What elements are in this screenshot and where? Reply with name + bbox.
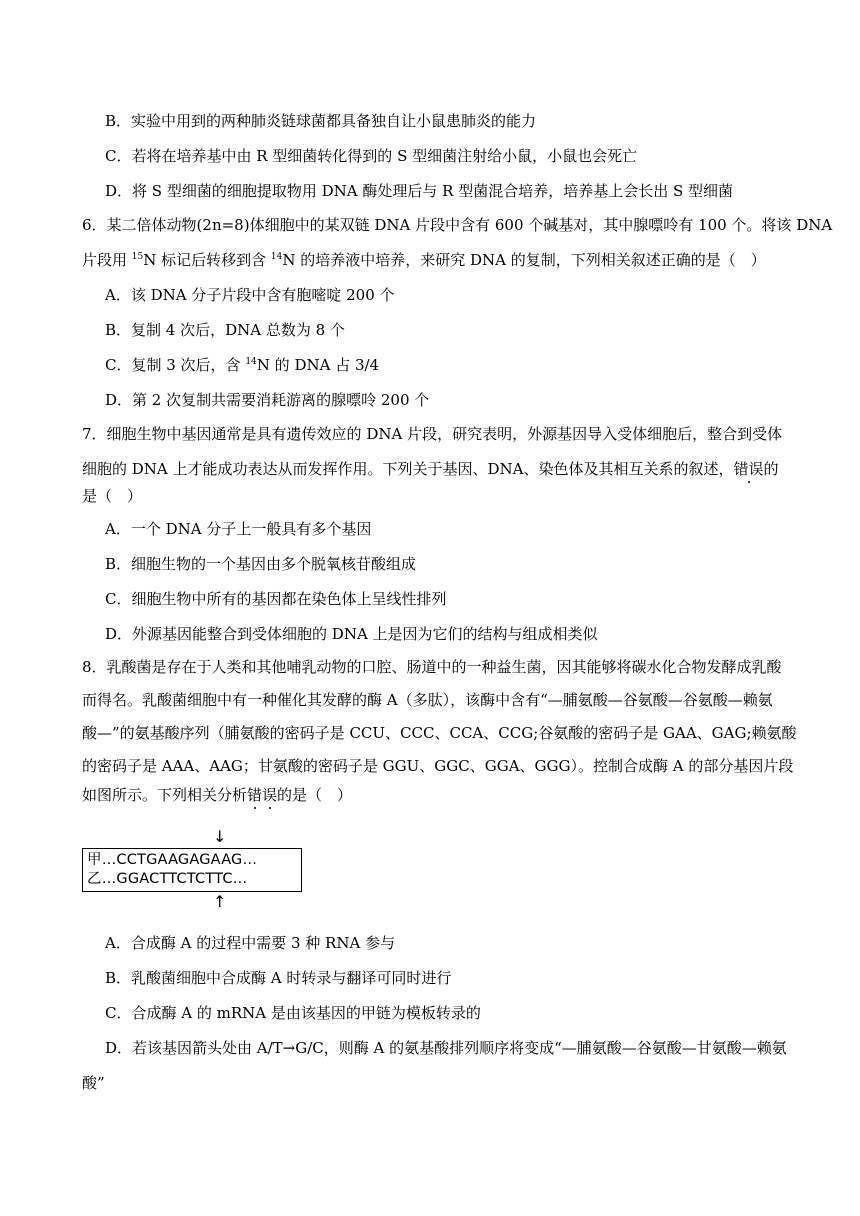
q6-option-d: D．第 2 次复制共需要消耗游离的腺嘌呤 200 个 <box>105 391 430 409</box>
q7-option-c: C．细胞生物中所有的基因都在染色体上呈线性排列 <box>105 590 447 608</box>
q8-stem-line4: 的密码子是 AAA、AAG；甘氨酸的密码子是 GGU、GGC、GGA、GGG）。控制合成酶 A 的部分基因片段 <box>82 757 794 775</box>
q5-option-c: C．若将在培养基中由 R 型细菌转化得到的 S 型细菌注射给小鼠，小鼠也会死亡 <box>105 147 638 165</box>
q8-stem-line3: 酸—”的氨基酸序列（脯氨酸的密码子是 CCU、CCC、CCA、CCG;谷氨酸的密码子是 GAA、GAG;赖氨酸 <box>82 724 797 742</box>
q8-option-c: C．合成酶 A 的 mRNA 是由该基因的甲链为模板转录的 <box>105 1004 481 1022</box>
isotope-15: 15 <box>131 252 144 262</box>
isotope-14: 14 <box>245 357 257 367</box>
q7-stem-line3: 是（ ） <box>82 487 143 505</box>
q7-stem-line1: 7．细胞生物中基因通常是具有遗传效应的 DNA 片段，研究表明，外源基因导入受体细胞后，整合到受体 <box>82 425 783 443</box>
isotope-14: 14 <box>270 252 283 262</box>
q6-option-c: C．复制 3 次后，含 $^{14}$N 的 DNA 占 3/4 <box>105 356 380 374</box>
emphasis-word: 错误 <box>733 460 764 478</box>
emphasis-char: 误 <box>262 786 278 804</box>
q7-option-a: A．一个 DNA 分子上一般具有多个基因 <box>105 520 372 538</box>
arrow-up-icon: ↑ <box>213 892 227 911</box>
strand-yi: 乙…GGACTTCTCTTC… <box>87 871 248 887</box>
emphasis-char: 错 <box>247 786 263 804</box>
q7-stem-line2: 细胞的 DNA 上才能成功表达从而发挥作用。下列关于基因、DNA、染色体及其相互关系的叙述，错误的 <box>82 460 779 478</box>
q7-option-b: B．细胞生物的一个基因由多个脱氧核苷酸组成 <box>105 555 417 573</box>
q6-option-a: A．该 DNA 分子片段中含有胞嘧啶 200 个 <box>105 286 395 304</box>
q7-option-d: D．外源基因能整合到受体细胞的 DNA 上是因为它们的结构与组成相类似 <box>105 625 598 643</box>
q8-stem-line2: 而得名。乳酸菌细胞中有一种催化其发酵的酶 A（多肽），该酶中含有“—脯氨酸—谷氨酸—谷氨酸—赖氨 <box>82 691 773 709</box>
q8-stem-line1: 8．乳酸菌是存在于人类和其他哺乳动物的口腔、肠道中的一种益生菌，因其能够将碳水化合物发酵成乳酸 <box>82 658 782 676</box>
strand-jia: 甲…CCTGAAGAGAAG… <box>87 852 258 868</box>
q5-option-b: B．实验中用到的两种肺炎链球菌都具备独自让小鼠患肺炎的能力 <box>105 112 537 130</box>
gene-segment-figure <box>82 848 302 892</box>
q8-option-d-line2: 酸” <box>82 1074 105 1092</box>
q6-option-b: B．复制 4 次后，DNA 总数为 8 个 <box>105 321 345 339</box>
q8-stem-line5: 如图所示。下列相关分析错误的是（ ） <box>82 786 353 804</box>
q8-option-a: A．合成酶 A 的过程中需要 3 种 RNA 参与 <box>105 934 396 952</box>
q6-stem-line2: 片段用 $^{15}$N 标记后转移到含 $^{14}$N 的培养液中培养，来研究 DNA 的复制，下列相关叙述正确的是（ ） <box>82 251 766 269</box>
q5-option-d: D．将 S 型细菌的细胞提取物用 DNA 酶处理后与 R 型菌混合培养，培养基上会长出 S 型细菌 <box>105 182 734 200</box>
arrow-down-icon: ↓ <box>213 827 227 846</box>
q6-stem-line1: 6．某二倍体动物(2n=8)体细胞中的某双链 DNA 片段中含有 600 个碱基对，其中腺嘌呤有 100 个。将该 DNA <box>82 216 833 234</box>
q8-option-b: B．乳酸菌细胞中合成酶 A 时转录与翻译可同时进行 <box>105 969 452 987</box>
q8-option-d-line1: D．若该基因箭头处由 A/T→G/C，则酶 A 的氨基酸排列顺序将变成“—脯氨酸—谷氨酸—甘氨酸—赖氨 <box>105 1039 787 1057</box>
